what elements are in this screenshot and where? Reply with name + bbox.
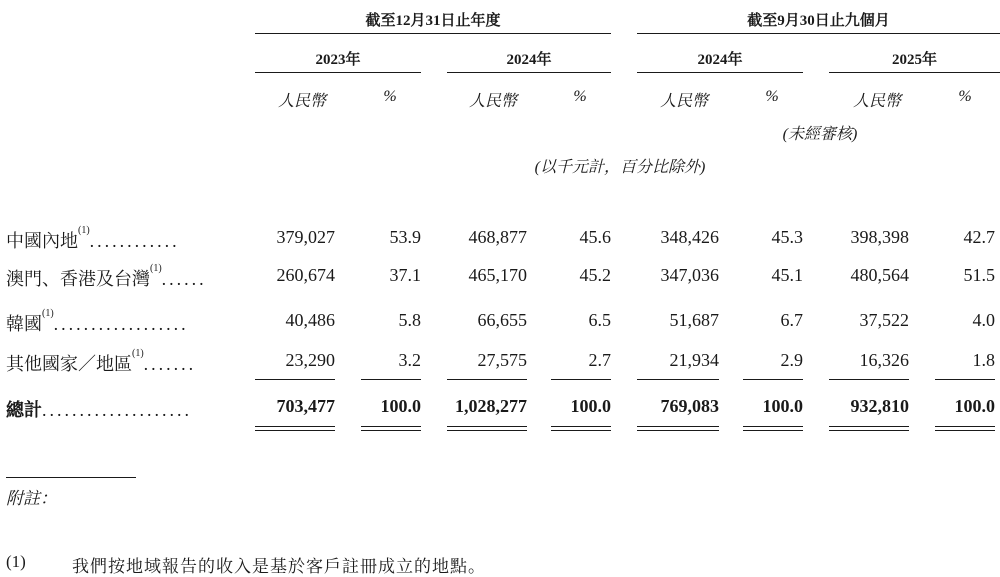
year-header: 2023年 [315, 52, 361, 68]
year-rule [447, 72, 611, 73]
total-value: 1,028,277 [455, 396, 527, 416]
total-rule-upper [743, 426, 803, 427]
footnote-marker: (1) [6, 552, 26, 571]
footnote-ref: (1) [132, 348, 144, 359]
cell-value: 23,290 [285, 350, 335, 370]
notes-separator [6, 477, 136, 478]
footnote-text: 我們按地域報告的收入是基於客戶註冊成立的地點。 [72, 557, 486, 576]
subtotal-rule [935, 379, 995, 380]
cell-percent: 6.5 [588, 310, 611, 330]
total-value: 703,477 [276, 396, 335, 416]
unit-note: (以千元計，百分比除外) [534, 159, 706, 176]
year-header: 2024年 [697, 52, 743, 68]
row-label-text: 其他國家／地區 [6, 354, 132, 374]
total-rule-lower [551, 430, 611, 431]
year-header: 2025年 [891, 52, 937, 68]
cell-percent: 4.0 [972, 310, 995, 330]
footnote-ref: (1) [78, 225, 90, 236]
cell-value: 66,655 [477, 310, 527, 330]
total-value: 769,083 [660, 396, 719, 416]
year-rule [829, 72, 1000, 73]
row-label [6, 265, 207, 291]
total-rule-lower [361, 430, 421, 431]
subtotal-rule [551, 379, 611, 380]
total-percent: 100.0 [762, 396, 803, 416]
subtotal-rule [361, 379, 421, 380]
cell-percent: 42.7 [963, 227, 995, 247]
total-percent: 100.0 [380, 396, 421, 416]
cell-value: 348,426 [660, 227, 719, 247]
cell-value: 347,036 [660, 265, 719, 285]
cell-percent: 45.3 [771, 227, 803, 247]
total-label [6, 396, 192, 422]
leader-dots: ............ [89, 231, 180, 251]
year-rule [637, 72, 803, 73]
percent-header: % [573, 88, 587, 105]
total-rule-upper [935, 426, 995, 427]
cell-value: 21,934 [669, 350, 719, 370]
cell-value: 27,575 [477, 350, 527, 370]
period-header-nine-months: 截至9月30日止九個月 [747, 13, 890, 29]
period-header-fiscal-year: 截至12月31日止年度 [365, 13, 501, 29]
year-header: 2024年 [506, 52, 552, 68]
footnote-ref: (1) [42, 308, 54, 319]
cell-percent: 1.8 [972, 350, 995, 370]
leader-dots: .................... [42, 400, 192, 420]
cell-percent: 2.7 [588, 350, 611, 370]
row-label-text: 澳門、香港及台灣 [6, 269, 150, 289]
total-rule-upper [637, 426, 719, 427]
cell-value: 398,398 [850, 227, 909, 247]
total-rule-lower [255, 430, 335, 431]
cell-percent: 53.9 [389, 227, 421, 247]
currency-header: 人民幣 [852, 93, 901, 110]
cell-percent: 6.7 [780, 310, 803, 330]
row-label [6, 310, 189, 336]
total-rule-upper [361, 426, 421, 427]
cell-percent: 37.1 [389, 265, 421, 285]
cell-value: 465,170 [468, 265, 527, 285]
percent-header: % [958, 88, 972, 105]
total-rule-lower [447, 430, 527, 431]
percent-header: % [765, 88, 779, 105]
cell-value: 468,877 [468, 227, 527, 247]
leader-dots: ...... [161, 269, 207, 289]
row-label [6, 227, 180, 253]
total-rule-upper [829, 426, 909, 427]
total-rule-lower [935, 430, 995, 431]
period-rule [637, 33, 1000, 34]
percent-header: % [383, 88, 397, 105]
row-label-text: 中國內地 [6, 231, 78, 251]
currency-header: 人民幣 [659, 93, 708, 110]
period-rule [255, 33, 611, 34]
cell-percent: 3.2 [398, 350, 421, 370]
total-rule-lower [743, 430, 803, 431]
leader-dots: ....... [143, 354, 197, 374]
cell-percent: 51.5 [963, 265, 995, 285]
total-value: 932,810 [850, 396, 909, 416]
currency-header: 人民幣 [277, 93, 326, 110]
total-rule-lower [829, 430, 909, 431]
cell-value: 480,564 [850, 265, 909, 285]
notes-title: 附註： [6, 489, 57, 508]
row-label [6, 350, 196, 376]
cell-percent: 2.9 [780, 350, 803, 370]
total-percent: 100.0 [954, 396, 995, 416]
footnote-ref: (1) [150, 263, 162, 274]
subtotal-rule [743, 379, 803, 380]
cell-percent: 45.2 [579, 265, 611, 285]
unaudited-note: (未經審核) [782, 126, 858, 143]
total-rule-lower [637, 430, 719, 431]
cell-value: 51,687 [669, 310, 719, 330]
cell-value: 379,027 [276, 227, 335, 247]
subtotal-rule [255, 379, 335, 380]
subtotal-rule [637, 379, 719, 380]
total-rule-upper [551, 426, 611, 427]
cell-value: 16,326 [859, 350, 909, 370]
cell-percent: 5.8 [398, 310, 421, 330]
subtotal-rule [447, 379, 527, 380]
year-rule [255, 72, 421, 73]
leader-dots: .................. [53, 314, 189, 334]
total-label-text: 總計 [6, 400, 42, 420]
total-rule-upper [255, 426, 335, 427]
cell-percent: 45.1 [771, 265, 803, 285]
cell-value: 40,486 [285, 310, 335, 330]
total-rule-upper [447, 426, 527, 427]
total-percent: 100.0 [570, 396, 611, 416]
cell-value: 260,674 [276, 265, 335, 285]
cell-value: 37,522 [859, 310, 909, 330]
subtotal-rule [829, 379, 909, 380]
cell-percent: 45.6 [579, 227, 611, 247]
currency-header: 人民幣 [468, 93, 517, 110]
row-label-text: 韓國 [6, 314, 42, 334]
